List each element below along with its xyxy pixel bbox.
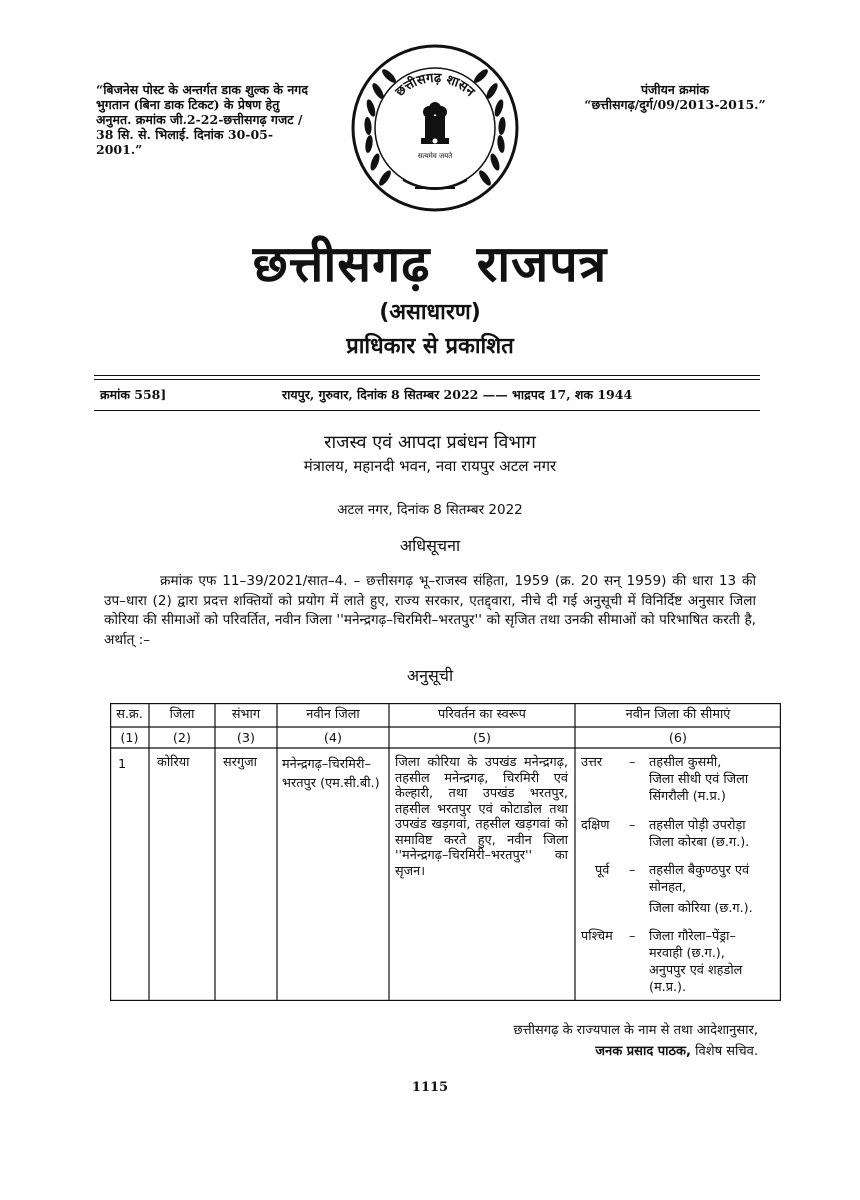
notification-body: क्रमांक एफ 11–39/2021/सात–4. – छत्तीसगढ़ भू–राजस्व संहिता, 1959 (क्र. 20 सन् 1959) की धारा 13 की उप–धारा (2) द्वारा प्रदत्त शक्तियों को प्रयोग में लाते हुए, राज्य सरकार, एतद्द्वारा, नीचे दी गई अनुसूची में विनिर्दिष्ट अनुसार जिला कोरिया की सीमाओं को परिवर्तित, नवीन जिला ''मनेन्द्रगढ़–चिरमिरी–भरतपुर'' को सृजित तथा उनकी सीमाओं को परिभाषित करती है, अर्थात् :– <box>104 573 756 648</box>
boundary-north-line: सिंगरौली (म.प्र.) <box>649 789 726 804</box>
boundary-east-dash: – <box>629 863 636 878</box>
colnum-6: (6) <box>668 731 688 746</box>
boundary-east-line: तहसील बैकुण्ठपुर एवं <box>649 863 750 878</box>
divider-bottom <box>94 410 760 411</box>
issue-number: क्रमांक 558] <box>100 387 167 402</box>
extraordinary-label: (असाधारण) <box>379 300 481 325</box>
header-serial: स.क्र. <box>116 707 143 722</box>
emblem-top-text: छत्तीसगढ़ शासन <box>392 70 478 100</box>
page-number: 1115 <box>411 1080 449 1095</box>
signature-name-line <box>400 1041 758 1062</box>
row-new-district: मनेन्द्रगढ़–चिरमिरी–भरतपुर (एम.सी.बी.) <box>282 757 380 791</box>
boundary-east-line: सोनहत, <box>649 880 687 895</box>
header-change-nature: परिवर्तन का स्वरूप <box>438 707 526 722</box>
postal-permit-note: “बिजनेस पोस्ट के अन्तर्गत डाक शुल्क के नगद भुगतान (बिना डाक टिकट) के प्रेषण हेतु अनुमत. क्रमांक जी.2-22-छत्तीसगढ़ गजट / 38 सि. से. भिलाई. दिनांक 30-05-2001.” <box>96 82 308 157</box>
divider-top-double <box>94 379 760 380</box>
registration-number: “छत्तीसगढ़/दुर्ग/09/2013-2015.” <box>584 97 766 112</box>
issue-line <box>100 386 760 406</box>
boundary-north-line: जिला सीधी एवं जिला <box>649 772 749 787</box>
signatory-designation: विशेष सचिव. <box>695 1044 758 1059</box>
lion-capital <box>421 102 449 144</box>
boundary-south-dash: – <box>629 818 636 833</box>
boundary-east-direction: पूर्व <box>595 863 610 878</box>
signatory-name: जनक प्रसाद पाठक, <box>595 1044 691 1059</box>
boundary-west-dash: – <box>629 929 636 944</box>
signature-authority-line: छत्तीसगढ़ के राज्यपाल के नाम से तथा आदेशानुसार, <box>513 1023 758 1038</box>
place-date: अटल नगर, दिनांक 8 सितम्बर 2022 <box>337 502 523 518</box>
boundary-west-direction: पश्चिम <box>581 929 613 944</box>
divider-top <box>94 375 760 376</box>
row-serial: 1 <box>118 757 127 772</box>
header-boundaries: नवीन जिला की सीमाएं <box>625 707 731 722</box>
boundary-south-direction: दक्षिण <box>581 818 610 833</box>
state-emblem <box>345 38 525 218</box>
colnum-2: (2) <box>172 731 192 746</box>
boundary-north-line: तहसील कुसमी, <box>649 755 722 770</box>
issue-date: रायपुर, गुरुवार, दिनांक 8 सितम्बर 2022 —— भाद्रपद 17, शक 1944 <box>282 387 633 402</box>
colnum-5: (5) <box>472 731 492 746</box>
emblem-motto: सत्यमेव जयते <box>417 152 453 160</box>
header-division: संभाग <box>231 707 261 722</box>
boundary-south-line: जिला कोरबा (छ.ग.). <box>649 835 750 850</box>
boundary-west-line: अनुपपुर एवं शहडोल <box>649 963 743 978</box>
notification-heading: अधिसूचना <box>399 536 461 555</box>
boundary-west-line: जिला गौरेला–पेंड्रा– <box>649 929 736 944</box>
schedule-heading: अनुसूची <box>406 666 454 685</box>
row-district: कोरिया <box>157 755 190 770</box>
schedule-table <box>110 703 781 1001</box>
department-address: मंत्रालय, महानदी भवन, नवा रायपुर अटल नगर <box>303 457 557 475</box>
colnum-4: (4) <box>323 731 343 746</box>
emblem-base <box>403 180 467 189</box>
registration-block <box>560 82 790 112</box>
department-name: राजस्व एवं आपदा प्रबंधन विभाग <box>324 432 536 453</box>
boundary-east-line: जिला कोरिया (छ.ग.). <box>649 901 753 916</box>
colnum-1: (1) <box>120 731 139 746</box>
boundary-west-line: मरवाही (छ.ग.), <box>649 946 725 961</box>
header-new-district: नवीन जिला <box>306 707 360 722</box>
row-division: सरगुजा <box>223 755 257 770</box>
boundary-north-dash: – <box>629 755 636 770</box>
signature-block <box>400 1020 758 1062</box>
boundary-west-line: (म.प्र.). <box>649 980 687 995</box>
boundary-south-line: तहसील पोड़ी उपरोड़ा <box>649 818 746 833</box>
row-change-nature: जिला कोरिया के उपखंड मनेन्द्रगढ़, तहसील मनेन्द्रगढ़, चिरमिरी एवं केल्हारी, तथा उपखंड भरतपुर, तहसील भरतपुर एवं कोटाडोल तथा उपखंड खड़गवां, तहसील खड़गवां को समाविष्ट करते हुए, नवीन जिला ''मनेन्द्रगढ़–चिरमिरी–भरतपुर'' का सृजन। <box>395 755 568 879</box>
header-district: जिला <box>169 707 195 722</box>
registration-label: पंजीयन क्रमांक <box>640 82 710 97</box>
boundary-north-direction: उत्तर <box>581 755 603 770</box>
authority-label: प्राधिकार से प्रकाशित <box>346 334 514 359</box>
gazette-title: छत्तीसगढ़ राजपत्र <box>252 235 608 293</box>
colnum-3: (3) <box>236 731 256 746</box>
